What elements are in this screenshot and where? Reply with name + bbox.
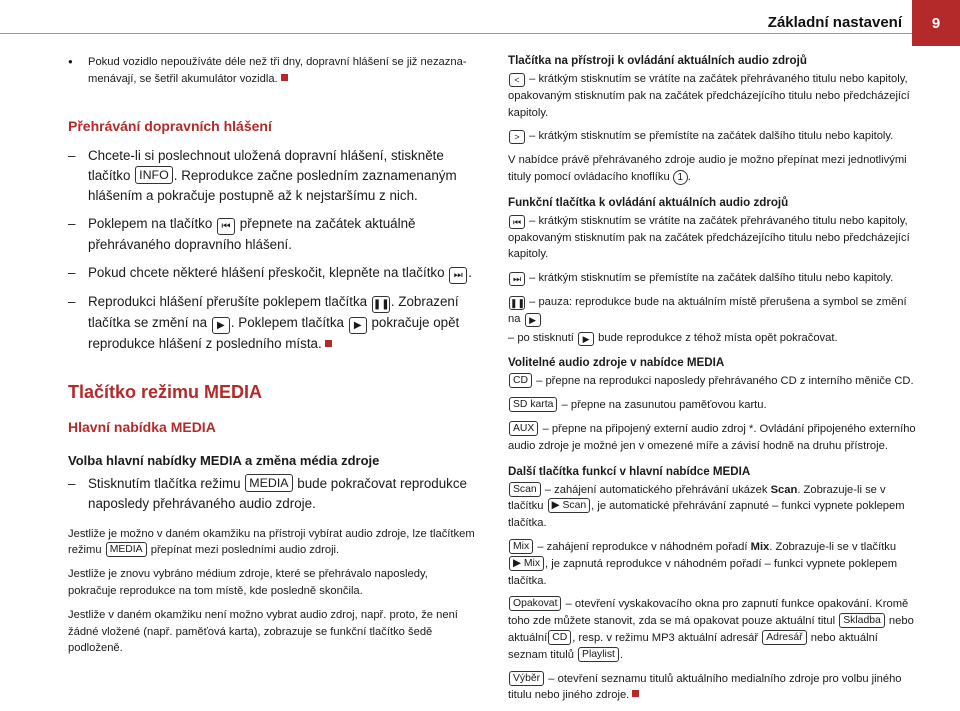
cd-key: CD [509, 373, 532, 388]
mix-active-key: ▶ Mix [509, 556, 544, 571]
play-icon: ▶ [212, 317, 230, 334]
opt-aux: AUX – přepne na připojený externí audio zdroj *. Ovládání připojeného externího audio zdroje je možné jen v omezené míře a závisí hodně na druhu přístroje. [508, 422, 916, 452]
func-pause: ❚❚ – pauza: reprodukce bude na aktuálním místě přerušena a symbol se změní na ▶ [508, 295, 907, 325]
media-para-resume: Jestliže je znovu vybráno médium zdroje, které se přehrávalo naposledy, pokračuje reprodukce na tom místě, kde posledně skončila. [68, 568, 428, 597]
end-mark-icon [325, 340, 332, 347]
play-icon: ▶ [578, 332, 594, 346]
info-key: INFO [135, 166, 173, 184]
heading-function-buttons: Funkční tlačítka k ovládání aktuálních audio zdrojů [508, 195, 789, 209]
traffic-step-info: – Chcete-li si poslechnout uložená dopravní hlášení, stiskněte tlačítko INFO . Reprodukce začne posledním zaznamenaným hlášením a pokračuje postupně až k nejstaršímu z nich. [68, 146, 478, 206]
battery-note: ● Pokud vozidlo nepoužíváte déle než tři dny, dopravní hlášení se již nezazna-menávají, se šetřil akumulátor vozidla. [68, 54, 478, 88]
pause-icon: ❚❚ [510, 297, 526, 308]
traffic-step-pause: – Reprodukci hlášení přerušíte poklepem tlačítka ❚❚. Zobrazení tlačítka se změní na ▶ . Poklepem tlačítka ▶ pokračuje opět reprodukce hlášení z posledního místa. [68, 292, 478, 354]
traffic-step-restart: – Poklepem na tlačítko ⏮ přepnete na začátek aktuálně přehrávaného dopravního hlášení. [68, 214, 478, 255]
page-header [0, 0, 960, 48]
func-prev: ⏮ – krátkým stisknutím se vrátíte na začátek přehrávaného titulu nebo kapitoly, opakovaným stisknutím pak na začátek předcházejícího titulu nebo předcházející kapitoly. [508, 214, 910, 261]
page-number: 9 [912, 0, 960, 46]
media-step-resume: – Stisknutím tlačítka režimu MEDIA bude pokračovat reprodukce naposledy přehrávaného audio zdroje. [68, 474, 478, 514]
more-mix: Mix – zahájení reprodukce v náhodném pořadí Mix. Zobrazuje-li se v tlačítku ▶ Mix , je zapnutá reprodukce v náhodném pořadí – funkci vypnete poklepem tlačítka. [508, 540, 898, 587]
heading-device-buttons: Tlačítka na přístroji k ovládání aktuálních audio zdrojů [508, 54, 807, 67]
scan-active-key: ▶ Scan [548, 498, 591, 513]
aux-key: AUX [509, 421, 538, 436]
more-repeat: Opakovat – otevření vyskakovacího okna pro zapnutí funkce opakování. Kromě toho zde můžete stanovit, zda se má opakovat pouze aktuální titul Skladba nebo aktuální CD , resp. v režimu MP3 aktuální adresář Adresář nebo aktuální seznam titulů Playlist . [508, 598, 914, 661]
scan-key: Scan [509, 482, 541, 497]
play-icon: ▶ [525, 313, 541, 327]
previous-track-icon: ⏮ [217, 218, 235, 235]
previous-track-icon: ⏮ [509, 215, 525, 229]
opt-sd: SD karta – přepne na zasunutou paměťovou kartu. [508, 397, 918, 414]
device-next: > – krátkým stisknutím se přemístíte na začátek dalšího titulu nebo kapitoly. [508, 128, 918, 145]
media-para-unavailable: Jestliže v daném okamžiku není možno vybrat audio zdroj, např. proto, že není žádné vložené (např. paměťová karta), zobrazuje se funkční tlačítko šedě podloženě. [68, 608, 458, 655]
sd-card-key: SD karta [509, 397, 557, 412]
directory-key: Adresář [762, 630, 806, 645]
heading-select-source: Volba hlavní nabídky MEDIA a změna média zdroje [68, 452, 380, 468]
media-key: MEDIA [245, 474, 292, 492]
heading-optional-sources: Volitelné audio zdroje v nabídce MEDIA [508, 356, 725, 370]
heading-media-mode: Tlačítko režimu MEDIA [68, 381, 263, 402]
heading-more-functions: Další tlačítka funkcí v hlavní nabídce MEDIA [508, 464, 751, 478]
back-arrow-icon: < [509, 73, 525, 87]
device-knob-note: V nabídce právě přehrávaného zdroje audio je možno přepínat mezi jednotlivými tituly pomocí ovládacího knoflíku 1 . [508, 154, 907, 183]
end-mark-icon [281, 74, 288, 81]
heading-media-menu: Hlavní nabídka MEDIA [68, 418, 216, 435]
media-key: MEDIA [106, 542, 147, 557]
media-para-switch: Jestliže je možno v daném okamžiku na přístroji vybírat audio zdroje, lze tlačítkem režimu MEDIA přepínat mezi posledními audio zdroji. [68, 527, 475, 557]
func-next: ⏭ – krátkým stisknutím se přemístíte na začátek dalšího titulu nebo kapitoly. [508, 270, 918, 287]
repeat-key: Opakovat [509, 596, 561, 611]
forward-arrow-icon: > [509, 130, 525, 144]
device-prev: < – krátkým stisknutím se vrátíte na začátek přehrávaného titulu nebo kapitoly, opakovaným stisknutím pak na začátek předcházejícího titulu nebo předcházející kapitoly. [508, 73, 910, 119]
playlist-key: Playlist [578, 647, 619, 662]
mix-key: Mix [509, 539, 533, 554]
play-icon: ▶ [349, 317, 367, 334]
right-column [508, 50, 918, 711]
more-scan: Scan – zahájení automatického přehrávání ukázek Scan. Zobrazuje-li se v tlačítku ▶ Scan , je automatické přehrávání zapnuté – funkci vypnete poklepem tlačítka. [508, 483, 905, 530]
left-column [68, 50, 478, 664]
heading-traffic-playback: Přehrávání dopravních hlášení [68, 117, 272, 134]
traffic-step-skip: – Pokud chcete některé hlášení přeskočit, klepněte na tlačítko ⏭ . [68, 263, 478, 284]
pause-icon: ❚❚ [372, 296, 390, 313]
more-select: Výběr – otevření seznamu titulů aktuálního medialního zdroje pro volbu jiného titulu nebo jiného zdroje. [508, 672, 902, 702]
section-title: Základní nastavení [767, 14, 902, 31]
knob-number: 1 [673, 170, 688, 185]
end-mark-icon [632, 690, 639, 697]
select-key: Výběr [509, 671, 544, 686]
header-rule [0, 33, 912, 34]
next-track-icon: ⏭ [509, 272, 525, 286]
track-key: Skladba [839, 613, 885, 628]
next-track-icon: ⏭ [449, 267, 467, 284]
opt-cd: CD – přepne na reprodukci naposledy přehrávaného CD z interního měniče CD. [508, 373, 918, 390]
func-resume: – po stisknutí ▶ bude reprodukce z téhož místa opět pokračovat. [508, 331, 838, 344]
cd-key: CD [548, 630, 571, 645]
